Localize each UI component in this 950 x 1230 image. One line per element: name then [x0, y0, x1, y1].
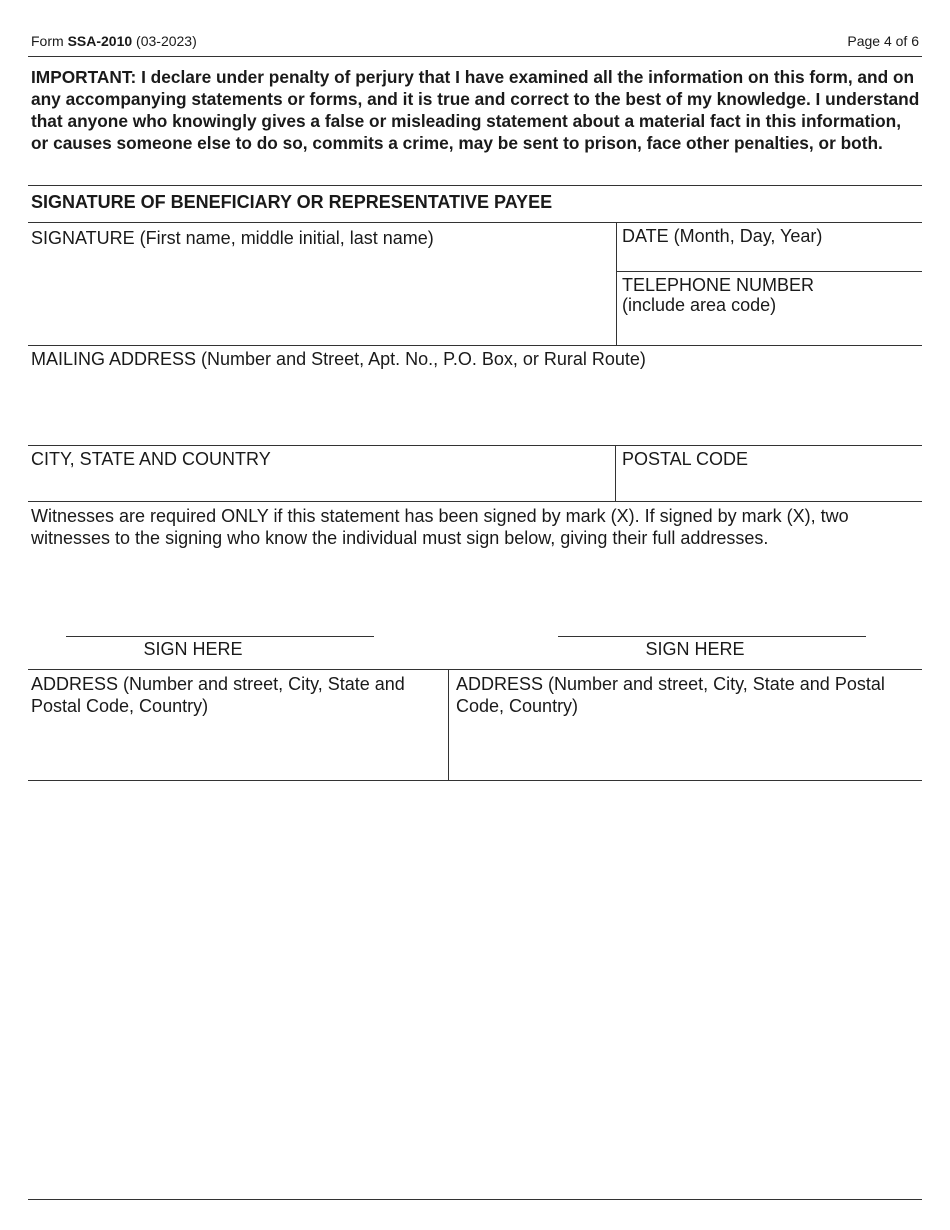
- witness-1-address-label: ADDRESS (Number and street, City, State and Postal Code, Country): [31, 674, 405, 716]
- witness-1-signature-line[interactable]: [66, 636, 374, 637]
- date-label: DATE (Month, Day, Year): [622, 226, 823, 246]
- signature-field[interactable]: [28, 223, 615, 344]
- postal-code-field[interactable]: [616, 446, 922, 500]
- important-declaration: IMPORTANT: I declare under penalty of perjury that I have examined all the information on this form, and on any accompanying statements or forms, and it is true and correct to the best of my knowledge. I understand that anyone who knowingly gives a false or misleading statement about a material fact in this information, or causes someone else to do so, commits a crime, may be sent to prison, face other penalties, or both.: [31, 67, 920, 153]
- mailing-address-label: MAILING ADDRESS (Number and Street, Apt. No., P.O. Box, or Rural Route): [31, 349, 646, 369]
- form-id: SSA-2010: [67, 33, 133, 49]
- telephone-field[interactable]: [617, 272, 922, 344]
- city-divider: [28, 501, 922, 502]
- witness-note: Witnesses are required ONLY if this statement has been signed by mark (X). If signed by mark (X), two witnesses to the signing who know the individual must sign below, giving their full addresses.: [31, 506, 849, 548]
- witness-address-bottom: [28, 780, 922, 781]
- form-identifier: [31, 33, 197, 49]
- city-state-country-label: CITY, STATE AND COUNTRY: [31, 449, 271, 469]
- witness-2-sign-here: SIGN HERE: [645, 639, 745, 659]
- date-field[interactable]: [617, 223, 922, 271]
- witness-1-sign-here: SIGN HERE: [143, 639, 243, 659]
- witness-1-address-field[interactable]: [28, 670, 447, 780]
- declaration-divider: [28, 185, 922, 186]
- mailing-address-field[interactable]: [28, 346, 922, 444]
- form-date: (03-2023): [136, 33, 197, 49]
- postal-code-label: POSTAL CODE: [622, 449, 749, 469]
- header-divider: [28, 56, 922, 57]
- city-state-country-field[interactable]: [28, 446, 615, 500]
- form-prefix: Form: [31, 33, 64, 49]
- signature-label: SIGNATURE (First name, middle initial, last name): [31, 228, 434, 248]
- witness-2-address-field[interactable]: [449, 670, 922, 780]
- telephone-label: TELEPHONE NUMBER: [622, 275, 815, 295]
- footer-divider: [28, 1199, 922, 1200]
- section-title: SIGNATURE OF BENEFICIARY OR REPRESENTATIVE PAYEE: [31, 192, 553, 212]
- page-number: Page 4 of 6: [847, 33, 919, 49]
- telephone-sublabel: (include area code): [622, 295, 777, 315]
- witness-2-address-label: ADDRESS (Number and street, City, State and Postal Code, Country): [456, 674, 885, 716]
- witness-2-signature-line[interactable]: [558, 636, 866, 637]
